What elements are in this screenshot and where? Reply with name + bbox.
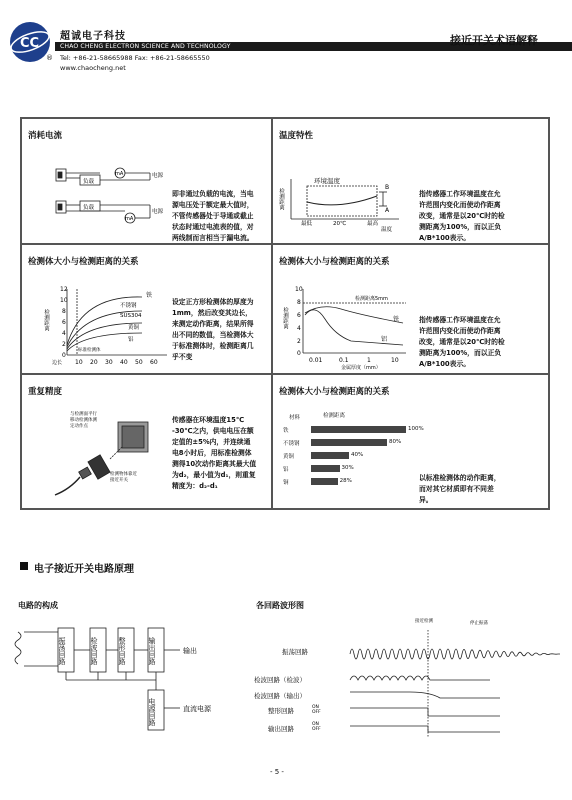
svg-text:40: 40	[120, 359, 128, 366]
svg-text:直流电源: 直流电源	[183, 705, 211, 713]
ammeter-label: mA	[125, 216, 134, 222]
material-pct: 30%	[341, 465, 354, 471]
svg-text:输出回路: 输出回路	[268, 725, 294, 733]
thickness-distance-chart	[281, 283, 416, 371]
material-bar-row	[283, 477, 423, 487]
svg-text:12: 12	[60, 286, 68, 293]
svg-text:振荡回路: 振荡回路	[282, 648, 308, 656]
ammeter-label: mA	[115, 171, 124, 177]
page-number: - 5 -	[270, 768, 284, 776]
material-bar	[311, 465, 340, 472]
cell-description: 即非通过负载的电流，当电 源电压处于额定最大值时， 不管传感器处于导通或截止 状态时通过电流表的值，对 两线制而言相当于漏电流。	[172, 190, 254, 242]
cell-thickness-vs-distance	[272, 244, 549, 374]
svg-text:接近检测: 接近检测	[415, 619, 433, 624]
material-name: 铝	[283, 467, 289, 473]
temp-label: 温度	[381, 227, 393, 233]
svg-text:ON: ON	[312, 722, 319, 727]
size-distance-chart	[42, 285, 172, 373]
series-brass: 黄铜	[128, 325, 140, 331]
page-title: 接近开关术语解释	[450, 34, 538, 47]
std-target-label: 标准检测体	[78, 348, 101, 353]
svg-text:2: 2	[62, 341, 66, 348]
cell-current-consumption	[21, 118, 272, 244]
svg-text:移动检测体测: 移动检测体测	[70, 418, 97, 423]
section-title: 电子接近开关电路原理	[34, 564, 134, 575]
svg-text:停止振荡: 停止振荡	[470, 621, 488, 626]
svg-text:电源回路: 电源回路	[148, 698, 156, 726]
svg-text:与检测面平行: 与检测面平行	[70, 412, 97, 417]
series-iron: 铁	[146, 292, 153, 299]
svg-text:8: 8	[62, 308, 66, 315]
a-label: A	[385, 207, 390, 214]
svg-text:整形回路: 整形回路	[118, 637, 126, 665]
material-bars	[283, 425, 423, 495]
material-bar-row	[283, 438, 423, 448]
circuit-block-diagram	[10, 620, 240, 735]
company-name-cn: 超诚电子科技	[60, 31, 126, 42]
company-name-en: CHAO CHENG ELECTRON SCIENCE AND TECHNOLOGY	[60, 43, 231, 50]
temperature-chart	[279, 174, 409, 234]
series-iron: 铁	[393, 316, 400, 323]
material-pct: 80%	[389, 439, 402, 445]
t20-label: 20℃	[333, 221, 347, 227]
svg-text:金属厚度（mm）: 金属厚度（mm）	[341, 365, 381, 371]
material-bar	[311, 478, 338, 485]
svg-text:检波回路（输出）: 检波回路（输出）	[254, 692, 306, 700]
material-pct: 100%	[408, 426, 424, 432]
waveform-subtitle: 各回路波形图	[256, 601, 304, 610]
svg-text:10: 10	[60, 297, 68, 304]
svg-text:50: 50	[135, 359, 143, 366]
svg-text:接近开关: 接近开关	[110, 478, 128, 483]
std-distance-label: 检测距离5mm	[355, 296, 388, 302]
svg-text:检波回路（检波）: 检波回路（检波）	[254, 676, 306, 684]
y-axis-label: 检测距离	[278, 188, 284, 210]
cell-material-vs-distance	[272, 374, 549, 509]
max-label: 最高	[367, 221, 379, 227]
svg-text:30: 30	[105, 359, 113, 366]
source-label: 电源	[152, 173, 164, 179]
series-al: 铝	[128, 337, 134, 343]
svg-text:ON: ON	[312, 705, 319, 710]
svg-text:整形回路: 整形回路	[268, 707, 294, 715]
cell-temperature-characteristics	[272, 118, 549, 244]
material-pct: 28%	[339, 478, 352, 484]
svg-text:4: 4	[297, 325, 301, 332]
cell-title: 消耗电流	[28, 131, 63, 141]
material-bar-row	[283, 425, 423, 435]
svg-text:定动作点: 定动作点	[70, 424, 88, 429]
cell-repeat-accuracy	[21, 374, 272, 509]
svg-text:4: 4	[62, 330, 66, 337]
svg-text:0.1: 0.1	[339, 357, 349, 364]
load-label: 负载	[83, 179, 95, 185]
env-temp-label: 环境温度	[314, 177, 340, 185]
series-sus304: SUS304	[120, 313, 142, 319]
material-name: 黄铜	[283, 454, 295, 460]
cell-title: 检测体大小与检测距离的关系	[28, 257, 139, 267]
svg-text:CC: CC	[20, 36, 40, 51]
material-bar	[311, 439, 387, 446]
distance-header: 检测距离	[323, 413, 346, 419]
cell-description: 传感器在环境温度15℃ -30℃之内，供电电压在额 定值的±5%内，并连续通 电8小时后，用标准检测体 测得10次动作距离其最大值 为d₂，最小值为d₁，则重复 精度为：d₂-d₁	[172, 416, 257, 490]
material-bar-row	[283, 464, 423, 474]
svg-text:2: 2	[297, 338, 301, 345]
cell-description: 以标准检测体的动作距离， 而对其它材质即有不同差 异。	[419, 474, 501, 504]
cell-title: 重复精度	[28, 387, 63, 397]
svg-text:8: 8	[297, 299, 301, 306]
material-bar-row	[283, 451, 423, 461]
load-label: 负载	[83, 205, 95, 211]
b-label: B	[385, 184, 390, 191]
circuit-subtitle: 电路的构成	[18, 601, 58, 610]
svg-text:20: 20	[90, 359, 98, 366]
material-pct: 40%	[351, 452, 364, 458]
svg-text:0: 0	[62, 352, 66, 359]
contact-info: Tel: +86-21-58665988 Fax: +86-21-58665550	[60, 54, 210, 62]
cell-description: 指传感器工作环境温度在允 许范围内变化而使动作距离 改变，通常是以20℃时的检 测距离为100%，而以正负 A/B*100表示。	[419, 316, 505, 368]
material-header: 材料	[289, 415, 301, 421]
terms-grid	[20, 117, 550, 510]
series-al: 铝	[381, 336, 388, 343]
registered-mark: ®	[46, 54, 53, 62]
svg-text:1: 1	[367, 357, 371, 364]
cell-size-vs-distance	[21, 244, 272, 374]
svg-text:10: 10	[295, 286, 303, 293]
svg-text:10: 10	[75, 359, 83, 366]
cell-title: 检测体大小与检测距离的关系	[279, 257, 390, 267]
svg-text:OFF: OFF	[312, 727, 321, 732]
min-label: 最低	[301, 221, 313, 227]
repeat-accuracy-diagram	[50, 407, 165, 502]
material-name: 不锈钢	[283, 441, 300, 447]
svg-text:检波回路: 检波回路	[90, 637, 98, 665]
current-consumption-diagram	[50, 163, 170, 233]
cell-description: 指传感器工作环境温度在允 许范围内变化而使动作距离 改变，通常是以20℃时的检 测距离为100%，而以正负 A/B*100表示。	[419, 190, 505, 242]
cell-title: 温度特性	[279, 131, 314, 141]
svg-text:0: 0	[297, 350, 301, 357]
cell-title: 检测体大小与检测距离的关系	[279, 387, 390, 397]
svg-text:边长: 边长	[52, 360, 63, 366]
waveform-diagram	[250, 610, 560, 740]
svg-text:0.01: 0.01	[309, 357, 323, 364]
website-link[interactable]: www.chaocheng.net	[60, 64, 126, 72]
svg-text:振荡回路: 振荡回路	[58, 637, 66, 665]
cell-description: 设定正方形检测体的厚度为 1mm，然后改变其边长， 来测定动作距离，结果所得 出不同的数值，当检测体大 于标准测体时，检测距离几 乎不变	[172, 298, 254, 361]
series-stainless: 不锈钢	[120, 303, 137, 309]
section-marker	[20, 562, 28, 570]
material-name: 铜	[283, 480, 289, 486]
svg-text:检测物体靠近: 检测物体靠近	[110, 472, 137, 477]
svg-text:6: 6	[297, 312, 301, 319]
source-label: 电源	[152, 209, 164, 215]
svg-text:60: 60	[150, 359, 158, 366]
svg-text:OFF: OFF	[312, 710, 321, 715]
y-axis-label: 检测距离	[282, 307, 288, 329]
svg-text:6: 6	[62, 319, 66, 326]
svg-text:输出: 输出	[183, 647, 197, 655]
material-bar	[311, 426, 406, 433]
svg-text:10: 10	[391, 357, 399, 364]
material-name: 铁	[283, 428, 289, 434]
material-bar	[311, 452, 349, 459]
y-axis-label: 检测距离	[43, 309, 49, 331]
svg-text:输出回路: 输出回路	[148, 637, 156, 665]
